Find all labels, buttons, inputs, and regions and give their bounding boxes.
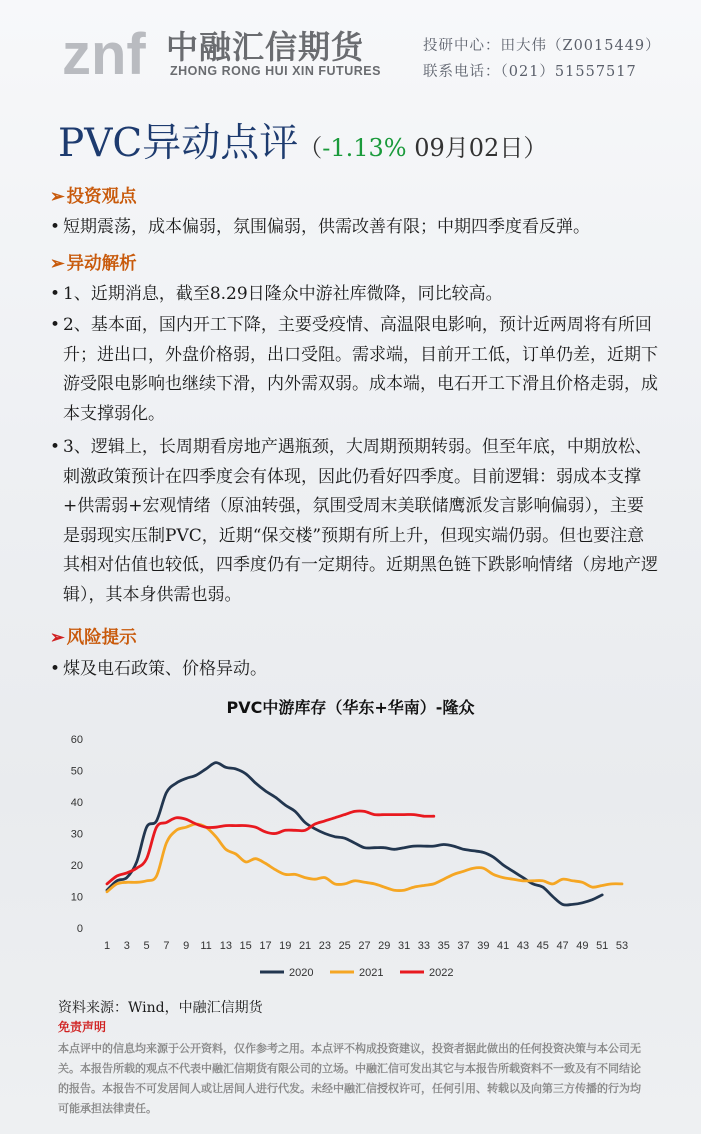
series-line-2020 (107, 763, 602, 905)
company-logo-mark (60, 12, 160, 82)
chart-title: PVC中游库存（华东+华南）-隆众 (226, 698, 475, 717)
disclaimer-title: 免责声明 (58, 1020, 107, 1034)
section-title: 风险提示 (66, 628, 137, 648)
x-tick-label: 51 (596, 940, 609, 952)
y-tick-label: 10 (70, 891, 83, 904)
header (0, 0, 701, 110)
x-tick-label: 29 (378, 940, 391, 952)
inventory-line-chart (55, 720, 655, 990)
bullet-icon: • (50, 437, 61, 457)
data-source: 资料来源：Wind，中融汇信期货 (58, 1000, 263, 1016)
x-tick-label: 37 (457, 940, 470, 952)
title-paren-open: （ (298, 134, 323, 162)
x-tick-label: 5 (143, 940, 150, 952)
phone-contact: 联系电话：（021）51557517 (423, 64, 637, 80)
legend-label: 2022 (429, 967, 454, 979)
y-tick-label: 40 (70, 797, 83, 809)
x-tick-label: 45 (536, 940, 549, 952)
y-tick-label: 30 (70, 828, 83, 841)
legend-label: 2020 (289, 967, 314, 979)
bullet-icon: • (50, 284, 61, 304)
x-tick-label: 43 (516, 940, 530, 952)
section-title: 异动解析 (66, 254, 137, 274)
x-tick-label: 47 (556, 940, 569, 952)
x-tick-label: 27 (358, 940, 371, 952)
x-tick-label: 39 (477, 940, 490, 952)
y-tick-label: 20 (70, 860, 83, 872)
paragraph-text: 2、基本面，国内开工下降，主要受疫情、高温限电影响，预计近两周将有所回升；进出口，外盘价格弱，出口受阻。需求端，目前开工低，订单仍差，近期下游受限电影响也继续下滑，内外需双弱。成本端，电石开工下滑且价格走弱，成本支撑弱化。 (63, 315, 658, 424)
arrow-icon: ➢ (50, 254, 65, 274)
series-line-2021 (107, 824, 622, 892)
x-tick-label: 21 (298, 940, 312, 952)
y-tick-label: 50 (70, 765, 83, 778)
arrow-icon: ➢ (50, 628, 65, 648)
research-center-contact: 投研中心：田大伟（Z0015449） (423, 38, 661, 54)
y-tick-label: 60 (70, 734, 83, 746)
x-tick-label: 33 (417, 940, 431, 952)
title-paren-close: ） (523, 134, 548, 162)
x-tick-label: 11 (200, 940, 212, 952)
analysis-paragraph-1 (50, 280, 660, 310)
x-tick-label: 49 (576, 940, 589, 952)
x-tick-label: 31 (397, 940, 411, 952)
section-risk (50, 624, 137, 649)
arrow-icon: ➢ (50, 187, 65, 207)
section-investment-view (50, 183, 137, 208)
x-tick-label: 53 (615, 940, 629, 952)
section-analysis (50, 250, 137, 275)
paragraph-text: 煤及电石政策、价格异动。 (63, 659, 267, 679)
title-date: 09月02日 (406, 134, 524, 162)
y-tick-label: 0 (76, 923, 83, 935)
report-title (58, 112, 547, 168)
x-tick-label: 13 (219, 940, 232, 952)
x-tick-label: 35 (437, 940, 450, 952)
x-tick-label: 23 (318, 940, 332, 952)
x-tick-label: 25 (338, 940, 351, 952)
logo-mark-text: znf (62, 22, 146, 82)
paragraph-text: 3、逻辑上，长周期看房地产遇瓶颈，大周期预期转弱。但至年底，中期放松、刺激政策预计在四季度会有体现，因此仍看好四季度。目前逻辑：弱成本支撑+供需弱+宏观情绪（原油转强，氛围受周末美联储鹰派发言影响偏弱），主要是弱现实压制PVC，近期“保交楼”预期有所上升，但现实端仍弱。但也要注意其相对估值也较低，四季度仍有一定期待。近期黑色链下跌影响情绪（房地产逻辑），其本身供需也弱。 (63, 437, 658, 605)
bullet-icon: • (50, 659, 61, 679)
x-tick-label: 15 (239, 940, 252, 952)
x-tick-label: 41 (497, 940, 510, 952)
x-tick-label: 17 (259, 940, 272, 952)
disclaimer-text: 本点评中的信息均来源于公开资料，仅作参考之用。本点评不构成投资建议，投资者据此做出的任何投资决策与本公司无关。本报告所载的观点不代表中融汇信期货有限公司的立场。中融汇信可发出其它与本报告所载资料不一致及有不同结论的报告。本报告不可发居间人或让居间人进行代发。未经中融汇信授权许可，任何引用、转载以及向第三方传播的行为均可能承担法律责任。 (58, 1042, 641, 1115)
company-name-cn: 中融汇信期货 (166, 28, 365, 66)
analysis-paragraph-2 (50, 311, 660, 429)
analysis-paragraph-3 (50, 433, 660, 610)
x-tick-label: 1 (103, 940, 111, 952)
x-tick-label: 19 (279, 940, 292, 952)
bullet-icon: • (50, 315, 61, 335)
x-tick-label: 9 (183, 940, 190, 952)
paragraph-text: 1、近期消息，截至8.29日隆众中游社库微降，同比较高。 (63, 284, 503, 304)
x-tick-label: 7 (163, 940, 170, 952)
title-main: PVC异动点评 (58, 121, 299, 166)
bullet-icon: • (50, 217, 61, 237)
company-name-en: ZHONG RONG HUI XIN FUTURES (170, 64, 381, 78)
risk-paragraph (50, 655, 660, 685)
section-title: 投资观点 (66, 187, 137, 207)
view-paragraph (50, 213, 660, 243)
x-tick-label: 3 (123, 940, 130, 952)
title-change-pct: -1.13% (322, 134, 407, 162)
paragraph-text: 短期震荡，成本偏弱，氛围偏弱，供需改善有限；中期四季度看反弹。 (63, 217, 590, 237)
legend-label: 2021 (359, 967, 384, 979)
